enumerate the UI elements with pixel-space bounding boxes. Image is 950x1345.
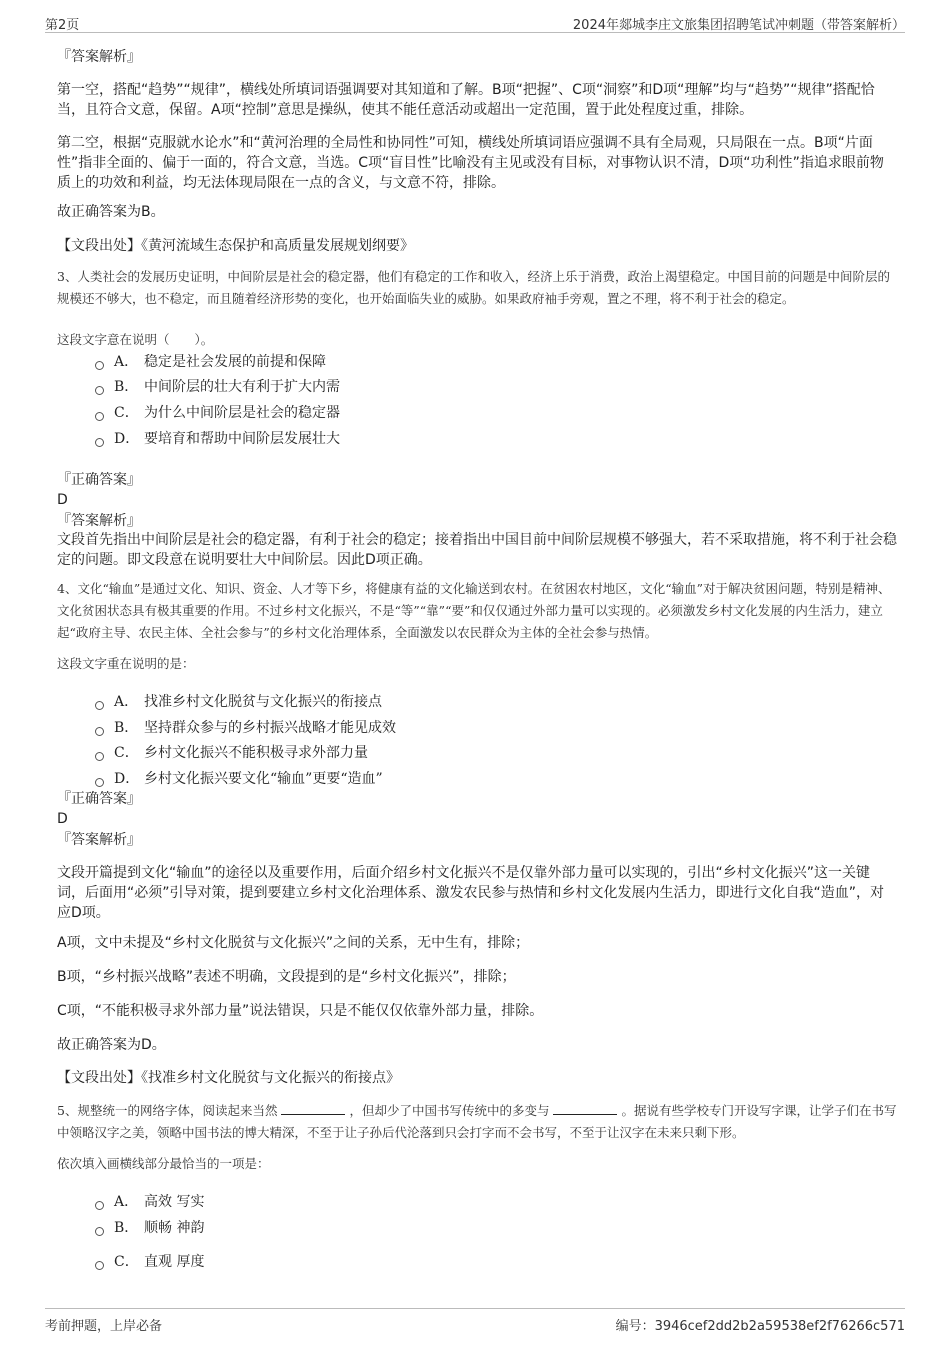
question-prompt: 这段文字重在说明的是： <box>57 656 195 671</box>
option-d[interactable]: D． 要培育和帮助中间阶层发展壮大 <box>95 429 340 449</box>
radio-icon[interactable] <box>95 361 104 370</box>
radio-icon[interactable] <box>95 412 104 421</box>
radio-icon[interactable] <box>95 778 104 787</box>
option-b[interactable]: B． 中间阶层的壮大有利于扩大内需 <box>95 377 340 397</box>
option-c[interactable]: C． 为什么中间阶层是社会的稳定器 <box>95 403 340 423</box>
radio-icon[interactable] <box>95 1227 104 1236</box>
analysis-paragraph: 文段首先指出中间阶层是社会的稳定器，有利于社会的稳定；接着指出中国目前中间阶层规模不够强大，若不采取措施，将不利于社会稳定的问题。即文段意在说明要壮大中间阶层。因此D项正确。 <box>57 532 897 568</box>
page-footer <box>45 1308 905 1335</box>
page-number: 第2页 <box>45 18 80 33</box>
analysis-label: 『答案解析』 <box>57 832 141 848</box>
question-text: 3、人类社会的发展历史证明，中间阶层是社会的稳定器，他们有稳定的工作和收入，经济上乐于消费，政治上渴望稳定。中国目前的问题是中间阶层的规模还不够大，也不稳定，而且随着经济形势的变化，也开始面临失业的威胁。如果政府袖手旁观，置之不理，将不利于社会的稳定。 <box>57 269 890 306</box>
answer-label: 『正确答案』 <box>57 472 141 488</box>
question-prompt: 这段文字意在说明（ ）。 <box>57 332 214 347</box>
option-a[interactable]: A． 稳定是社会发展的前提和保障 <box>95 352 326 372</box>
answer-value: D <box>57 811 68 827</box>
option-d[interactable]: D． 乡村文化振兴要文化“输血”更要“造血” <box>95 769 383 789</box>
source: 【文段出处】《找准乡村文化脱贫与文化振兴的衔接点》 <box>57 1070 400 1086</box>
question-prompt: 依次填入画横线部分最恰当的一项是： <box>57 1156 270 1171</box>
analysis-paragraph: 第一空，搭配“趋势”“规律”，横线处所填词语强调要对其知道和了解。B项“把握”、C项“洞察”和D项“理解”均与“趋势”“规律”搭配恰当，且符合文意，保留。A项“控制”意思是操纵，使其不能任意活动或超出一定范围，置于此处程度过重，排除。 <box>57 82 875 118</box>
option-b[interactable]: B． 坚持群众参与的乡村振兴战略才能见成效 <box>95 718 396 738</box>
option-note: B项，“乡村振兴战略”表述不明确，文段提到的是“乡村文化振兴”，排除； <box>57 969 516 985</box>
radio-icon[interactable] <box>95 1201 104 1210</box>
answer-value: D <box>57 492 68 508</box>
radio-icon[interactable] <box>95 727 104 736</box>
fill-blank <box>553 1102 617 1115</box>
option-c[interactable]: C． 直观 厚度 <box>95 1252 204 1272</box>
document-title: 2024年郯城李庄文旅集团招聘笔试冲刺题（带答案解析） <box>572 18 905 33</box>
conclusion: 故正确答案为B。 <box>57 204 165 220</box>
question-text: 5、规整统一的网络字体，阅读起来当然 ，但却少了中国书写传统中的多变与 。据说有些学校专门开设写字课，让学子们在书写中领略汉字之美，领略中国书法的博大精深，不至于让子孙后代沦落到只会打字而不会书写，不至于让汉字在未来只剩下形。 <box>57 1103 897 1140</box>
analysis-label: 『答案解析』 <box>57 49 141 65</box>
analysis-paragraph: 文段开篇提到文化“输血”的途径以及重要作用，后面介绍乡村文化振兴不是仅靠外部力量可以实现的，引出“乡村文化振兴”这一关键词，后面用“必须”引导对策，提到要建立乡村文化治理体系、激发农民参与热情和乡村文化发展内生活力，即进行文化自我“造血”，对应D项。 <box>57 865 885 921</box>
option-note: A项，文中未提及“乡村文化脱贫与文化振兴”之间的关系，无中生有，排除； <box>57 935 530 951</box>
radio-icon[interactable] <box>95 1261 104 1270</box>
document-code: 编号：3946cef2dd2b2a59538ef2f76266c571 <box>615 1319 905 1334</box>
option-note: C项，“不能积极寻求外部力量”说法错误，只是不能仅仅依靠外部力量，排除。 <box>57 1003 544 1019</box>
page-header <box>45 12 905 33</box>
option-a[interactable]: A． 找准乡村文化脱贫与文化振兴的衔接点 <box>95 692 382 712</box>
radio-icon[interactable] <box>95 386 104 395</box>
analysis-paragraph: 第二空，根据“克服就水论水”和“黄河治理的全局性和协同性”可知，横线处所填词语应强调不具有全局观，只局限在一点。B项“片面性”指非全面的、偏于一面的，符合文意，当选。C项“盲目性”比喻没有主见或没有目标，对事物认识不清，D项“功利性”指追求眼前物质上的功效和利益，均无法体现局限在一点的含义，与文意不符，排除。 <box>57 135 884 191</box>
radio-icon[interactable] <box>95 438 104 447</box>
option-c[interactable]: C． 乡村文化振兴不能积极寻求外部力量 <box>95 743 368 763</box>
radio-icon[interactable] <box>95 752 104 761</box>
analysis-label: 『答案解析』 <box>57 513 141 529</box>
conclusion: 故正确答案为D。 <box>57 1037 166 1053</box>
answer-label: 『正确答案』 <box>57 791 141 807</box>
fill-blank <box>281 1102 345 1115</box>
option-b[interactable]: B． 顺畅 神韵 <box>95 1218 204 1238</box>
radio-icon[interactable] <box>95 701 104 710</box>
footer-slogan: 考前押题，上岸必备 <box>45 1319 163 1334</box>
source: 【文段出处】《黄河流域生态保护和高质量发展规划纲要》 <box>57 238 414 254</box>
question-text: 4、文化“输血”是通过文化、知识、资金、人才等下乡，将健康有益的文化输送到农村。在贫困农村地区，文化“输血”对于解决贫困问题，特别是精神、文化贫困状态具有极其重要的作用。不过乡村文化振兴，不是“等”“靠”“要”和仅仅通过外部力量可以实现的。必须激发乡村文化发展的内生活力，建立起“政府主导、农民主体、全社会参与”的乡村文化治理体系，全面激发以农民群众为主体的全社会参与热情。 <box>57 581 891 640</box>
option-a[interactable]: A． 高效 写实 <box>95 1192 204 1212</box>
